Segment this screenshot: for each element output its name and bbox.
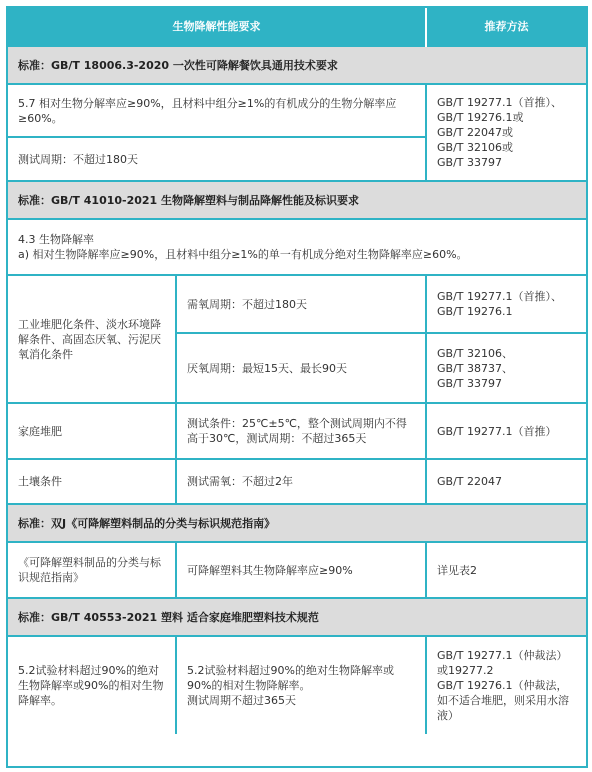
standard-row	[8, 598, 586, 636]
method-line: GB/T 19276.1	[437, 305, 513, 318]
method-cell: GB/T 19277.1（首推）	[426, 403, 586, 459]
intro-cell	[8, 219, 586, 275]
condition-cell: 《可降解塑料制品的分类与标识规范指南》	[8, 542, 176, 598]
requirement-cell	[176, 636, 426, 734]
condition-cell: 土壤条件	[8, 459, 176, 504]
method-line: GB/T 38737、	[437, 361, 513, 375]
method-line: GB/T 19277.1（仲裁法）	[437, 649, 568, 662]
standard-title: 标准：GB/T 18006.3-2020 一次性可降解餐饮具通用技术要求	[8, 46, 586, 84]
method-line: 液）	[437, 709, 459, 722]
requirement-cell: 测试需氧：不超过2年	[176, 459, 426, 504]
header-methods: 推荐方法	[426, 8, 586, 46]
condition-cell: 家庭堆肥	[8, 403, 176, 459]
table-row	[8, 275, 586, 333]
table-header	[8, 8, 586, 46]
method-line: GB/T 19276.1或	[437, 111, 524, 124]
method-line: GB/T 33797	[437, 376, 502, 390]
requirement-line: 5.2试验材料超过90%的绝对生物降解率或90%的相对生物降解率。	[187, 664, 394, 692]
table-row	[8, 403, 586, 459]
table-row	[8, 219, 586, 275]
requirement-line: 测试周期不超过365天	[187, 694, 296, 707]
method-line: 如不适合堆肥，则采用水溶	[437, 694, 569, 707]
intro-line: 4.3 生物降解率	[18, 233, 94, 246]
method-line: GB/T 22047或	[437, 126, 513, 139]
method-cell	[426, 275, 586, 333]
method-cell: GB/T 22047	[426, 459, 586, 504]
requirement-cell: 可降解塑料其生物降解率应≥90%	[176, 542, 426, 598]
method-line: GB/T 19276.1（仲裁法，	[437, 679, 568, 692]
method-line: GB/T 19277.1（首推）、	[437, 96, 562, 109]
method-cell	[426, 333, 586, 403]
requirement-cell: 5.7 相对生物分解率应≥90%，且材料中组分≥1%的有机成分的生物分解率应≥60%。	[8, 84, 426, 137]
standard-title: 标准：双J《可降解塑料制品的分类与标识规范指南》	[8, 504, 586, 542]
standard-title: 标准：GB/T 40553-2021 塑料 适合家庭堆肥塑料技术规范	[8, 598, 586, 636]
condition-cell: 工业堆肥化条件、淡水环境降解条件、高固态厌氧、污泥厌氧消化条件	[8, 275, 176, 403]
method-cell	[426, 636, 586, 734]
method-line: GB/T 33797	[437, 156, 502, 169]
standard-row	[8, 46, 586, 84]
method-line: GB/T 19277.1（首推）、	[437, 290, 562, 303]
method-line: 或19277.2	[437, 664, 494, 677]
requirements-table-frame	[6, 6, 588, 768]
requirement-cell: 测试条件：25℃±5℃，整个测试周期内不得高于30℃，测试周期：不超过365天	[176, 403, 426, 459]
method-cell	[426, 84, 586, 181]
table-row	[8, 542, 586, 598]
requirement-cell: 需氧周期：不超过180天	[176, 275, 426, 333]
standard-row	[8, 504, 586, 542]
table-row	[8, 459, 586, 504]
table-row	[8, 636, 586, 734]
method-line: GB/T 32106、	[437, 346, 513, 360]
standard-row	[8, 181, 586, 219]
requirements-table	[8, 8, 586, 734]
intro-line: a) 相对生物降解率应≥90%，且材料中组分≥1%的单一有机成分绝对生物降解率应≥60%。	[18, 248, 468, 261]
method-cell: 详见表2	[426, 542, 586, 598]
header-requirements: 生物降解性能要求	[8, 8, 426, 46]
method-line: GB/T 32106或	[437, 141, 513, 154]
period-cell: 测试周期：不超过180天	[8, 137, 426, 181]
table-row	[8, 84, 586, 137]
condition-cell: 5.2试验材料超过90%的绝对生物降解率或90%的相对生物降解率。	[8, 636, 176, 734]
requirement-cell: 厌氧周期：最短15天、最长90天	[176, 333, 426, 403]
standard-title: 标准：GB/T 41010-2021 生物降解塑料与制品降解性能及标识要求	[8, 181, 586, 219]
